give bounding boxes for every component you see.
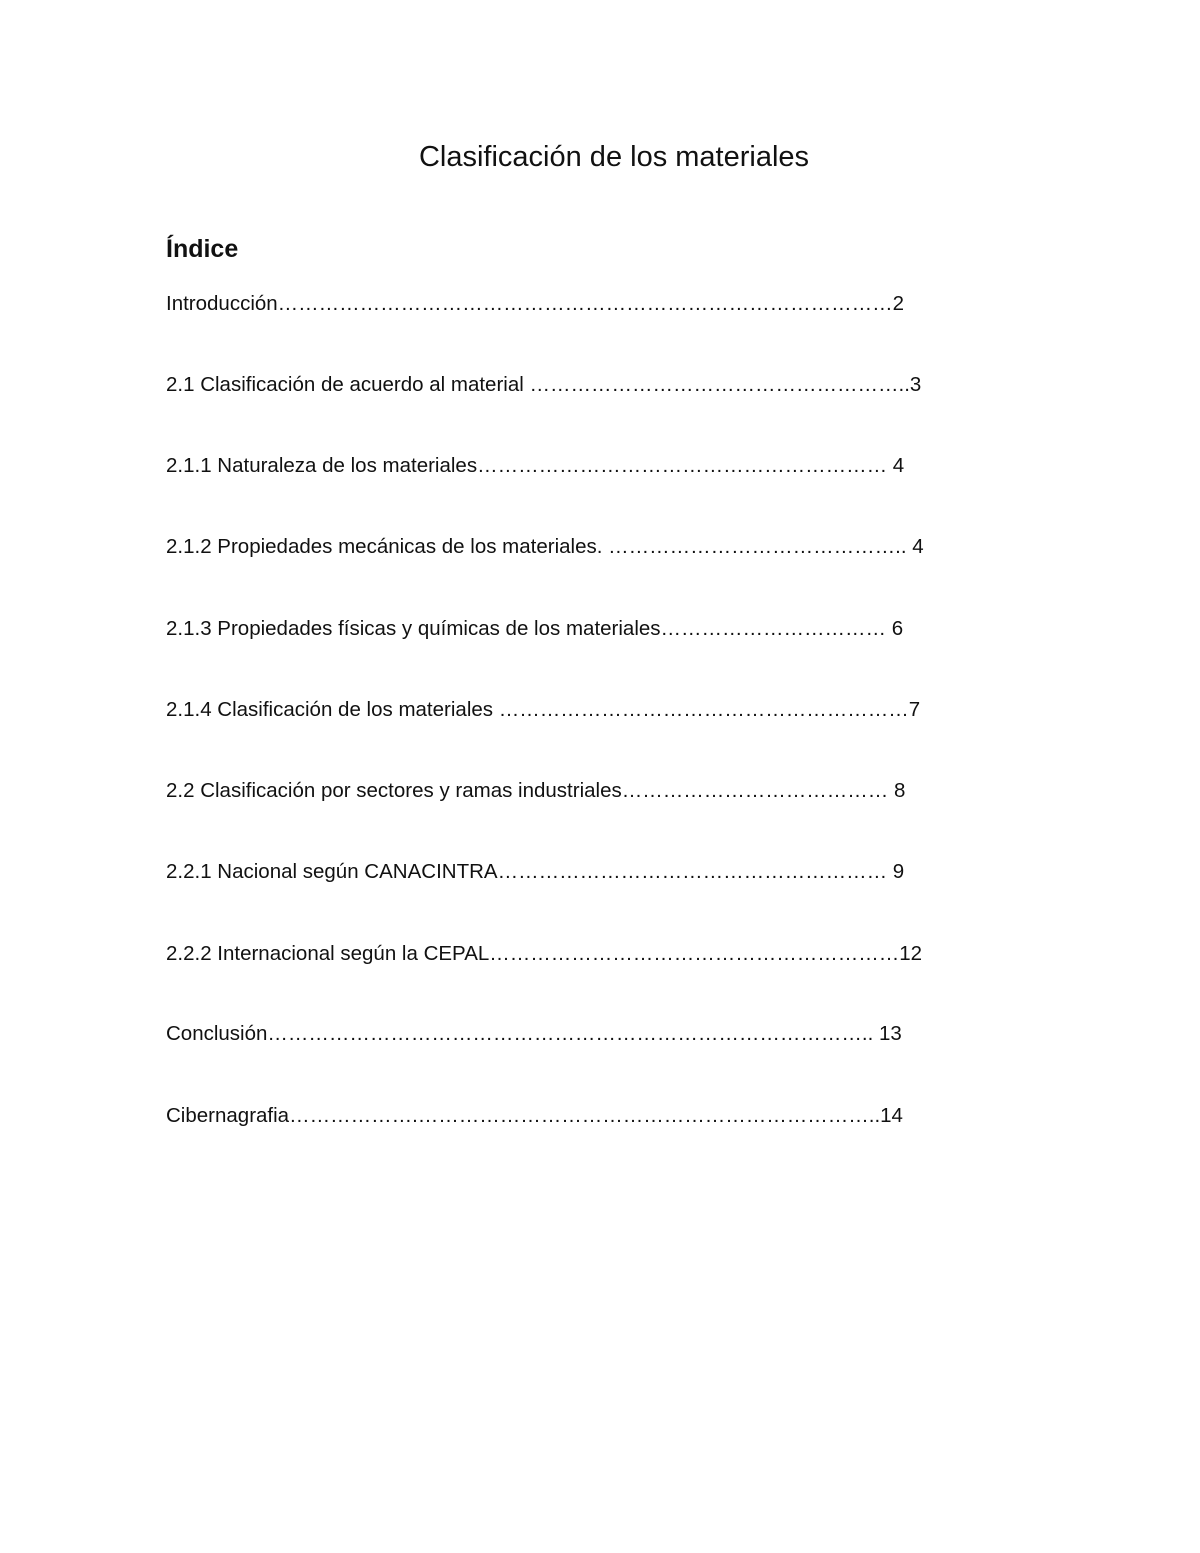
document-title: Clasificación de los materiales xyxy=(418,141,810,173)
toc-entry-2-2-2: 2.2.2 Internacional según la CEPAL……………………………………………………12 xyxy=(166,942,923,965)
toc-entry-2-1-1: 2.1.1 Naturaleza de los materiales…………………………………………………… 4 xyxy=(166,454,905,477)
toc-entry-2-1-2: 2.1.2 Propiedades mecánicas de los materiales. …………………………………….. 4 xyxy=(166,535,924,558)
toc-entry-2-2: 2.2 Clasificación por sectores y ramas industriales………………………………… 8 xyxy=(166,779,906,802)
toc-entry-2-1: 2.1 Clasificación de acuerdo al material ………………………………………………..3 xyxy=(166,373,922,396)
toc-entry-2-1-3: 2.1.3 Propiedades físicas y químicas de los materiales…………………………… 6 xyxy=(166,617,904,640)
toc-entry-cibernagrafia: Cibernagrafia……………….…………………………………………………………..14 xyxy=(166,1104,903,1127)
toc-entry-2-2-1: 2.2.1 Nacional según CANACINTRA………………………………………………… 9 xyxy=(166,860,905,883)
toc-entry-conclusion: Conclusión…………………………………………………………………………….. 13 xyxy=(166,1022,902,1045)
toc-entry-introduccion: Introducción………………………………………………………………………………2 xyxy=(166,292,905,315)
toc-entry-2-1-4: 2.1.4 Clasificación de los materiales ……………………………………………………7 xyxy=(166,698,921,721)
toc-heading: Índice xyxy=(166,235,239,263)
